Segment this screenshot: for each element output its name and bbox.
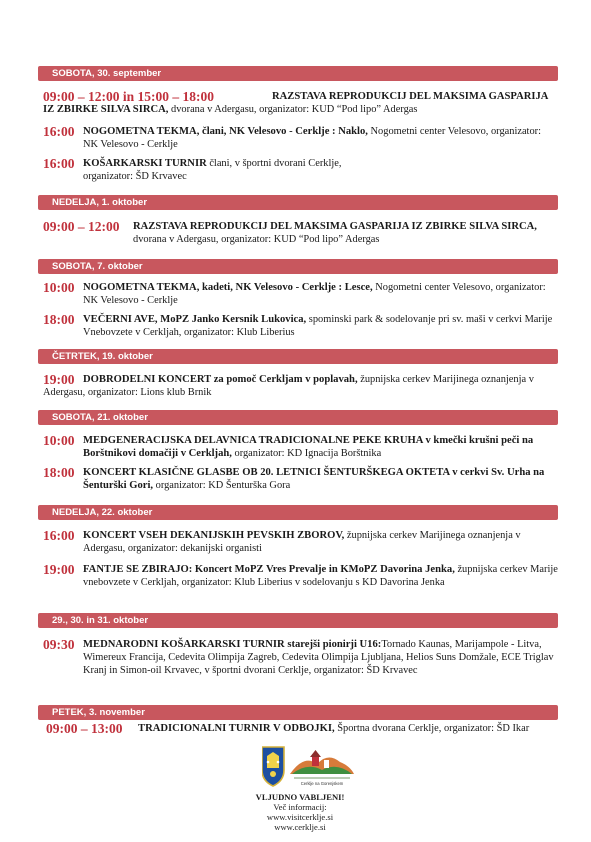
logos: [262, 746, 357, 790]
event-description: [83, 529, 558, 555]
event-description: [138, 722, 558, 735]
event-time: 16:00: [43, 124, 75, 139]
website-link[interactable]: www.cerklje.si: [274, 822, 326, 832]
event-details: Nogometni center Velesovo, organizator: NK Velesovo - Cerklje: [83, 126, 541, 151]
event-description: [83, 434, 558, 460]
day-header: ČETRTEK, 19. oktober: [38, 349, 558, 364]
event-title: MEDGENERACIJSKA DELAVNICA TRADICIONALNE PEKE KRUHA v kmečki krušni peči na Borštnikovi domačiji v Cerkljah,: [83, 435, 534, 460]
website-link[interactable]: www.visitcerklje.si: [266, 812, 334, 822]
event-details: dvorana v Adergasu, organizator: KUD “Pod lipo” Adergas: [168, 104, 418, 116]
event-details: Nogometni center Velesovo, organizator: NK Velesovo - Cerklje: [83, 282, 546, 307]
day-header: PETEK, 3. november: [38, 705, 558, 720]
event-title: NOGOMETNA TEKMA, kadeti, NK Velesovo - Cerklje : Lesce,: [83, 282, 373, 293]
event-time: 18:00: [43, 465, 75, 480]
brand-text: Cerklje na Gorenjskem: [300, 781, 344, 786]
event-time: 19:00: [43, 562, 75, 577]
event-description: [83, 466, 558, 492]
event-details: dvorana v Adergasu, organizator: KUD “Pod lipo” Adergas: [133, 234, 380, 246]
cerklje-crest-icon: [262, 746, 357, 790]
welcome-text: VLJUDNO VABLJENI!: [255, 792, 345, 802]
event-time: 18:00: [43, 312, 75, 327]
event-title: MEDNARODNI KOŠARKARSKI TURNIR starejši pionirji U16:: [83, 639, 382, 650]
event-time: 09:30: [43, 637, 75, 652]
event-description: [43, 373, 558, 399]
more-info-label: Več informacij:: [273, 802, 327, 812]
event-details: spominski park & sodelovanje pri sv. maši v cerkvi Marije Vnebovzete v Cerkljah, organizator: Klub Liberius: [83, 314, 553, 339]
event-time: 16:00: [43, 156, 75, 171]
event-time: 09:00 – 12:00 in 15:00 – 18:00: [43, 89, 214, 104]
event-details: župnijska cerkev Marijinega oznanjenja v Adergasu, organizator: Lions klub Brnik: [43, 374, 534, 399]
day-header: 29., 30. in 31. oktober: [38, 613, 558, 628]
event-title: NOGOMETNA TEKMA, člani, NK Velesovo - Cerklje : Naklo,: [83, 126, 368, 137]
day-header: SOBOTA, 7. oktober: [38, 259, 558, 274]
day-header: SOBOTA, 21. oktober: [38, 410, 558, 425]
event-title: DOBRODELNI KONCERT za pomoč Cerkljam v poplavah,: [83, 374, 358, 385]
event-description: [83, 563, 558, 589]
event-title: FANTJE SE ZBIRAJO: Koncert MoPZ Vres Prevalje in KMoPZ Davorina Jenka,: [83, 564, 455, 575]
event-details: Tornado Kaunas, Marijampole - Litva, Wimereux Francija, Cedevita Olimpija Zagreb, Cedevita Olimpija Ljubljana, Helios Suns Domžale, ECE Triglav Kranj in Simon-oil Krvavec, v športni dvorani Cerklje, organizator: ŠD Krvavec: [83, 639, 554, 677]
event-details: organizator: KD Šenturška Gora: [153, 480, 291, 492]
day-header: NEDELJA, 1. oktober: [38, 195, 558, 210]
event-time: 10:00: [43, 433, 75, 448]
event-description: [83, 125, 558, 151]
event-title: RAZSTAVA REPRODUKCIJ DEL MAKSIMA GASPARIJA IZ ZBIRKE SILVA SIRCA,: [43, 91, 548, 116]
event-description: [83, 281, 558, 307]
event-time: 10:00: [43, 280, 75, 295]
event-details: organizator: KD Ignacija Borštnika: [231, 448, 382, 460]
event-details: člani, v športni dvorani Cerklje, organizator: ŠD Krvavec: [83, 158, 342, 183]
event-details: župnijska cerkev Marije vnebovzete v Cerkljah, organizator: Klub Liberius v sodelovanju s KD Davorina Jenka: [83, 564, 558, 589]
event-details: župnijska cerkev Marijinega oznanjenja v Adergasu, organizator: dekanijski organisti: [83, 530, 521, 555]
event-time: 19:00: [43, 372, 75, 387]
event-title: VEČERNI AVE, MoPZ Janko Kersnik Lukovica,: [83, 314, 307, 325]
day-header: NEDELJA, 22. oktober: [38, 505, 558, 520]
event-description: [83, 638, 558, 678]
day-header: SOBOTA, 30. september: [38, 66, 558, 81]
event-title: KONCERT VSEH DEKANIJSKIH PEVSKIH ZBOROV,: [83, 530, 345, 541]
event-title: KONCERT KLASIČNE GLASBE OB 20. LETNICI ŠENTURŠKEGA OKTETA v cerkvi Sv. Urha na Šenturški Gori,: [83, 467, 545, 492]
event-description: [133, 220, 558, 246]
event-title: RAZSTAVA REPRODUKCIJ DEL MAKSIMA GASPARIJA IZ ZBIRKE SILVA SIRCA,: [133, 221, 537, 232]
event-time: 16:00: [43, 528, 75, 543]
event-description: [83, 157, 353, 183]
event-time: 09:00 – 12:00: [43, 219, 120, 234]
event-title: TRADICIONALNI TURNIR V ODBOJKI,: [138, 723, 335, 734]
event-time: 09:00 – 13:00: [46, 721, 123, 736]
event-description: [43, 90, 558, 116]
event-description: [83, 313, 558, 339]
event-title: KOŠARKARSKI TURNIR: [83, 158, 207, 169]
event-details: Športna dvorana Cerklje, organizator: ŠD Ikar: [334, 723, 530, 734]
